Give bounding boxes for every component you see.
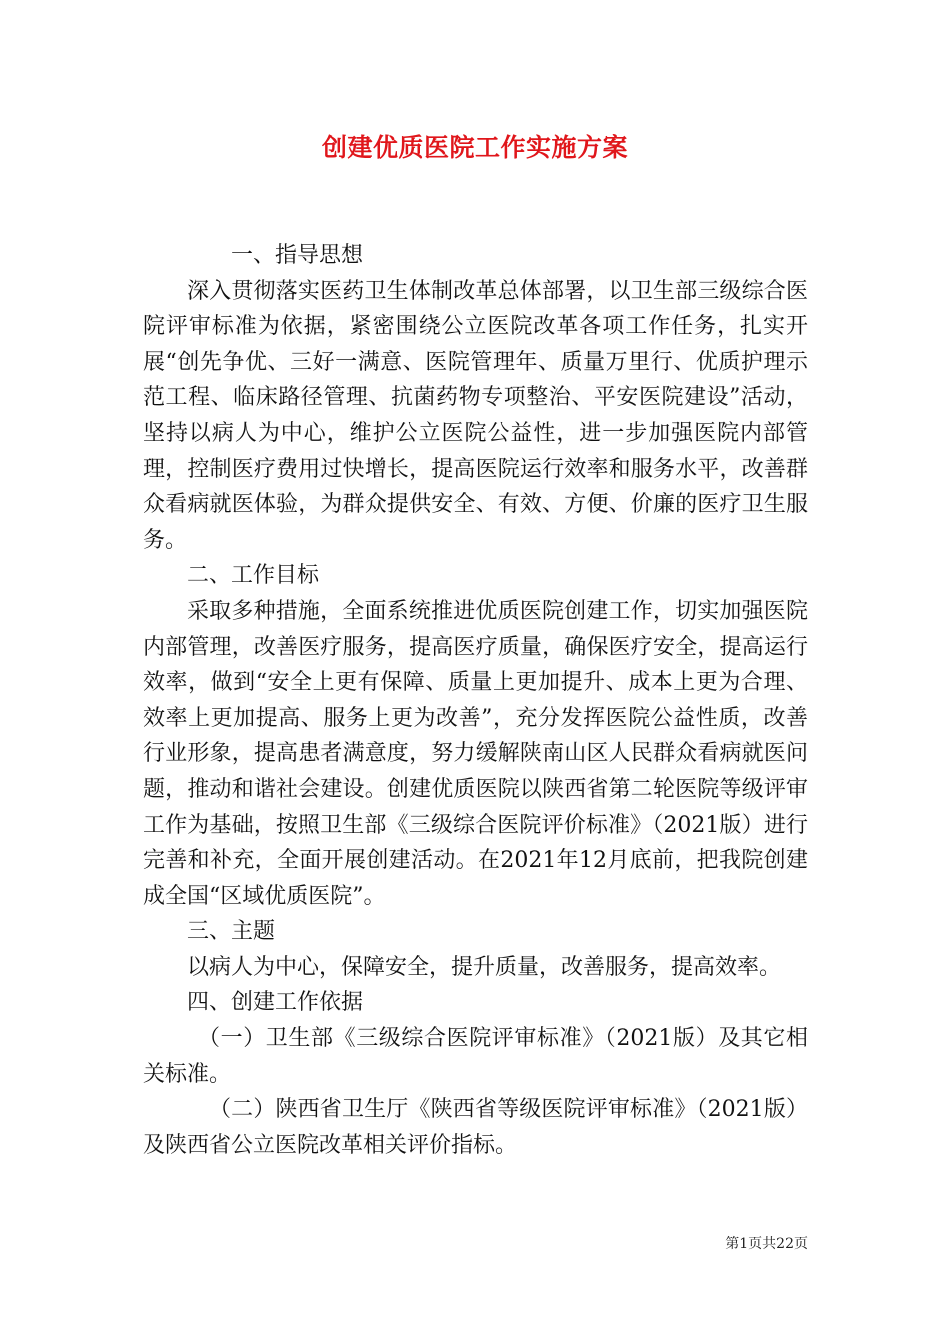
heading-theme: 三、主题 (187, 919, 276, 945)
heading-work-goals: 二、工作目标 (187, 563, 320, 589)
heading-basis: 四、创建工作依据 (187, 990, 364, 1016)
document-body (143, 238, 808, 1163)
page-number: 第1页共22页 (725, 1236, 808, 1252)
paragraph-guiding-ideology: 深入贯彻落实医药卫生体制改革总体部署，以卫生部三级综合医院评审标准为依据，紧密围绕公立医院改革各项工作任务，扎实开展“创先争优、三好一满意、医院管理年、质量万里行、优质护理示范工程、临床路径管理、抗菌药物专项整治、平安医院建设”活动，坚持以病人为中心，维护公立医院公益性，进一步加强医院内部管理，控制医疗费用过快增长，提高医院运行效率和服务水平，改善群众看病就医体验，为群众提供安全、有效、方便、价廉的医疗卫生服务。 (143, 278, 808, 553)
paragraph-work-goals: 采取多种措施，全面系统推进优质医院创建工作，切实加强医院内部管理，改善医疗服务，提高医疗质量，确保医疗安全，提高运行效率，做到“安全上更有保障、质量上更加提升、成本上更为合理、效率上更加提高、服务上更为改善”，充分发挥医院公益性质，改善行业形象，提高患者满意度，努力缓解陕南山区人民群众看病就医问题，推动和谐社会建设。创建优质医院以陕西省第二轮医院等级评审工作为基础，按照卫生部《三级综合医院评价标准》（2021版）进行完善和补充，全面开展创建活动。在2021年12月底前，把我院创建成全国“区域优质医院”。 (143, 598, 809, 909)
heading-guiding-ideology: 一、指导思想 (231, 243, 364, 268)
paragraph-basis-1: （一）卫生部《三级综合医院评审标准》（2021版）及其它相关标准。 (143, 1026, 808, 1087)
paragraph-theme: 以病人为中心，保障安全，提升质量，改善服务，提高效率。 (187, 954, 782, 980)
paragraph-basis-2: （二）陕西省卫生厅《陕西省等级医院评审标准》（2021版）及陕西省公立医院改革相关评价指标。 (143, 1097, 808, 1158)
document-title: 创建优质医院工作实施方案 (321, 133, 628, 162)
